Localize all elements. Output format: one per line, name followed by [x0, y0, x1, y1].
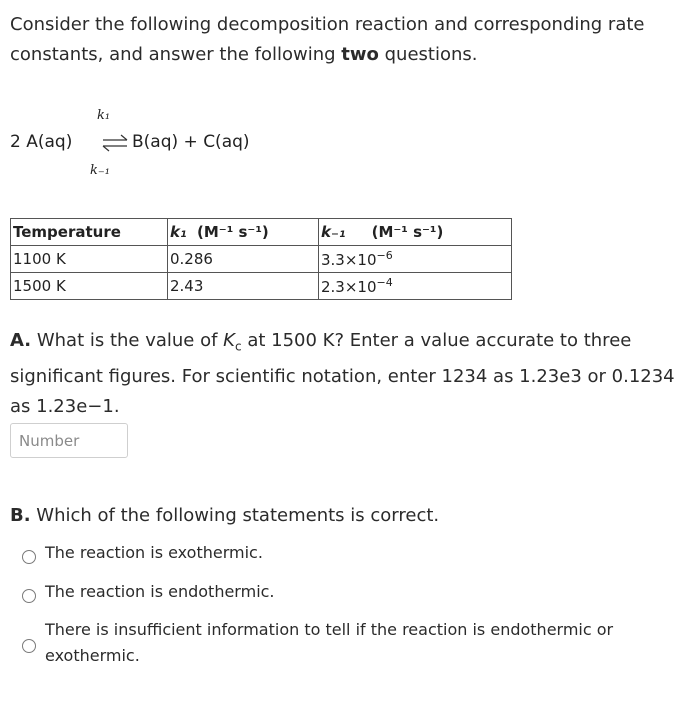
cell-km1: $2.3\times 10^{-4}$: [319, 273, 512, 300]
radio-button[interactable]: [22, 589, 36, 603]
reactants: 2 A(aq): [10, 132, 73, 152]
cell-k1: 2.43: [168, 273, 319, 300]
equilibrium-arrows-icon: [100, 132, 130, 154]
question-a-label: A.: [10, 330, 32, 351]
question-b: B. Which of the following statements is correct.: [10, 505, 440, 526]
table-row: [11, 273, 512, 300]
kc-answer-input[interactable]: [10, 423, 128, 458]
question-a: A. What is the value of $K_c$ at 1500 K? Enter a value accurate to three significant figures. For scientific notation, enter 1234 as 1.23e3 or 0.1234 as 1.23e−1.: [10, 330, 675, 417]
table-row: [11, 246, 512, 273]
cell-temp: 1100 K: [11, 246, 168, 273]
cell-km1: $3.3\times 10^{-6}$: [319, 246, 512, 273]
intro-bold: two: [341, 44, 379, 65]
header-km1: k₋₁ (M⁻¹ s⁻¹): [319, 219, 512, 246]
k-forward-label: k₁: [97, 108, 111, 123]
header-k1: k₁ (M⁻¹ s⁻¹): [168, 219, 319, 246]
table-header-row: [11, 219, 512, 246]
cell-temp: 1500 K: [11, 273, 168, 300]
radio-button[interactable]: [22, 639, 36, 653]
header-temperature: Temperature: [11, 219, 168, 246]
reaction-equation: [10, 108, 410, 188]
rate-constant-table: [10, 218, 512, 300]
k-reverse-label: k₋₁: [90, 163, 110, 178]
intro-text: Consider the following decomposition reaction and corresponding rate constants, and answer the following two questions.: [10, 14, 645, 65]
cell-k1: 0.286: [168, 246, 319, 273]
products: B(aq) + C(aq): [132, 132, 250, 152]
question-b-label: B.: [10, 505, 31, 526]
radio-button[interactable]: [22, 550, 36, 564]
